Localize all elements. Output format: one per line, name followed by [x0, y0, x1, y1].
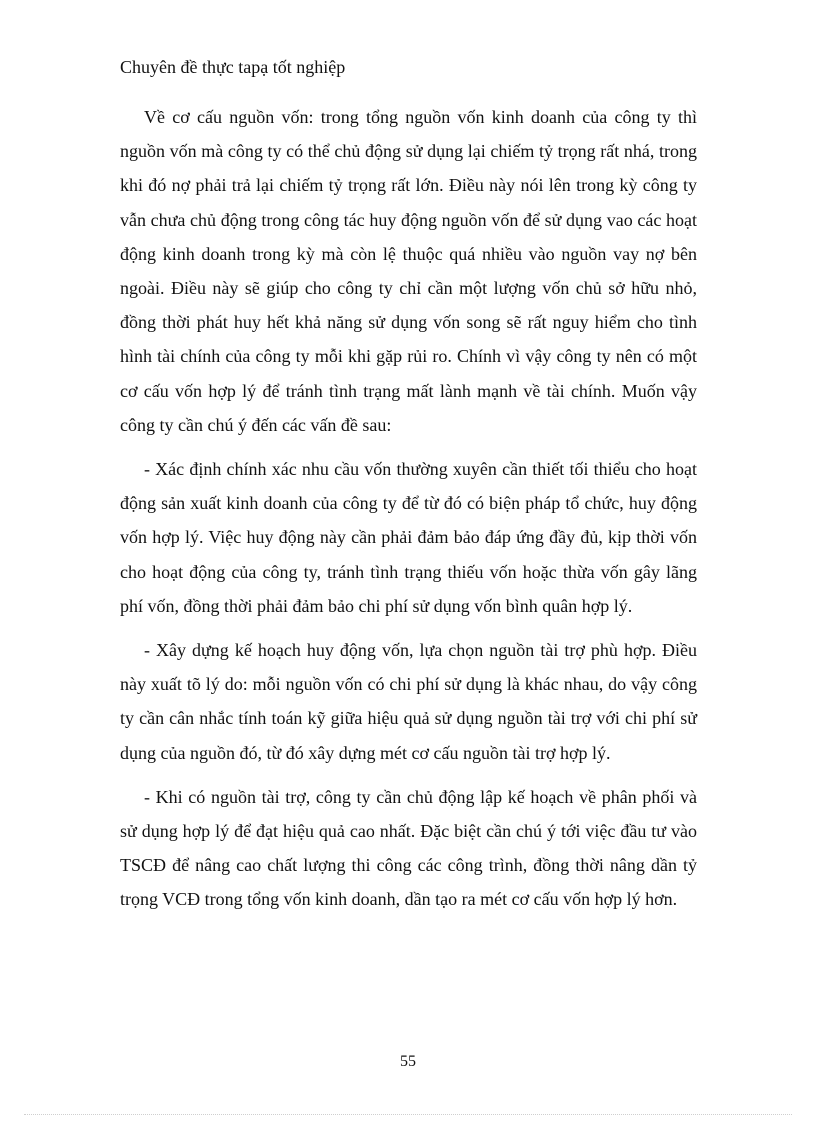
running-header: Chuyên đề thực tapạ tốt nghiệp: [120, 57, 346, 77]
paragraph-funding-plan: - Xây dựng kế hoạch huy động vốn, lựa chọn nguồn tài trợ phù hợp. Điều này xuất tõ lý do: mỗi nguồn vốn có chi phí sử dụng là khác nhau, do vậy công ty cần cân nhắc tính toán kỹ giữa hiệu quả sử dụng nguồn tài trợ với chi phí sử dụng của nguồn đó, từ đó xây dựng mét cơ cấu nguồn tài trợ hợp lý.: [120, 640, 697, 763]
paragraph-funding-use: - Khi có nguồn tài trợ, công ty cần chủ động lập kế hoạch về phân phối và sử dụng hợp lý để đạt hiệu quả cao nhất. Đặc biệt cần chú ý tới việc đầu tư vào TSCĐ để nâng cao chất lượng thi công các công trình, đồng thời nâng dần tỷ trọng VCĐ trong tổng vốn kinh doanh, dần tạo ra mét cơ cấu vốn hợp lý hơn.: [120, 786, 697, 910]
page-bottom-divider: [24, 1114, 792, 1115]
body-text: [120, 100, 697, 917]
paragraph-capital-structure: Về cơ cấu nguồn vốn: trong tổng nguồn vốn kinh doanh của công ty thì nguồn vốn mà công ty có thể chủ động sử dụng lại chiếm tỷ trọng rất nhá, trong khi đó nợ phải trả lại chiếm tỷ trọng rất lớn. Điều này nói lên trong kỳ công ty vẫn chưa chủ động trong công tác huy động nguồn vốn để sử dụng vao các hoạt động kinh doanh trong kỳ mà còn lệ thuộc quá nhiều vào nguồn vay nợ bên ngoài. Điều này sẽ giúp cho công ty chỉ cần một lượng vốn chủ sở hữu nhỏ, đồng thời phát huy hết khả năng sử dụng vốn song sẽ rất nguy hiểm cho tình hình tài chính của công ty mỗi khi gặp rủi ro. Chính vì vậy công ty nên có một cơ cấu vốn hợp lý để tránh tình trạng mất lành mạnh về tài chính. Muốn vậy công ty cần chú ý đến các vấn đề sau:: [120, 107, 697, 435]
paragraph-capital-needs: - Xác định chính xác nhu cầu vốn thường xuyên cần thiết tối thiểu cho hoạt động sản xuất kinh doanh của công ty để từ đó có biện pháp tổ chức, huy động vốn hợp lý. Việc huy động này cần phải đảm bảo đáp ứng đầy đủ, kịp thời vốn cho hoạt động của công ty, tránh tình trạng thiếu vốn hoặc thừa vốn gây lãng phí vốn, đồng thời phải đảm bảo chi phí sử dụng vốn bình quân hợp lý.: [120, 459, 697, 616]
page-number: 55: [400, 1053, 416, 1070]
